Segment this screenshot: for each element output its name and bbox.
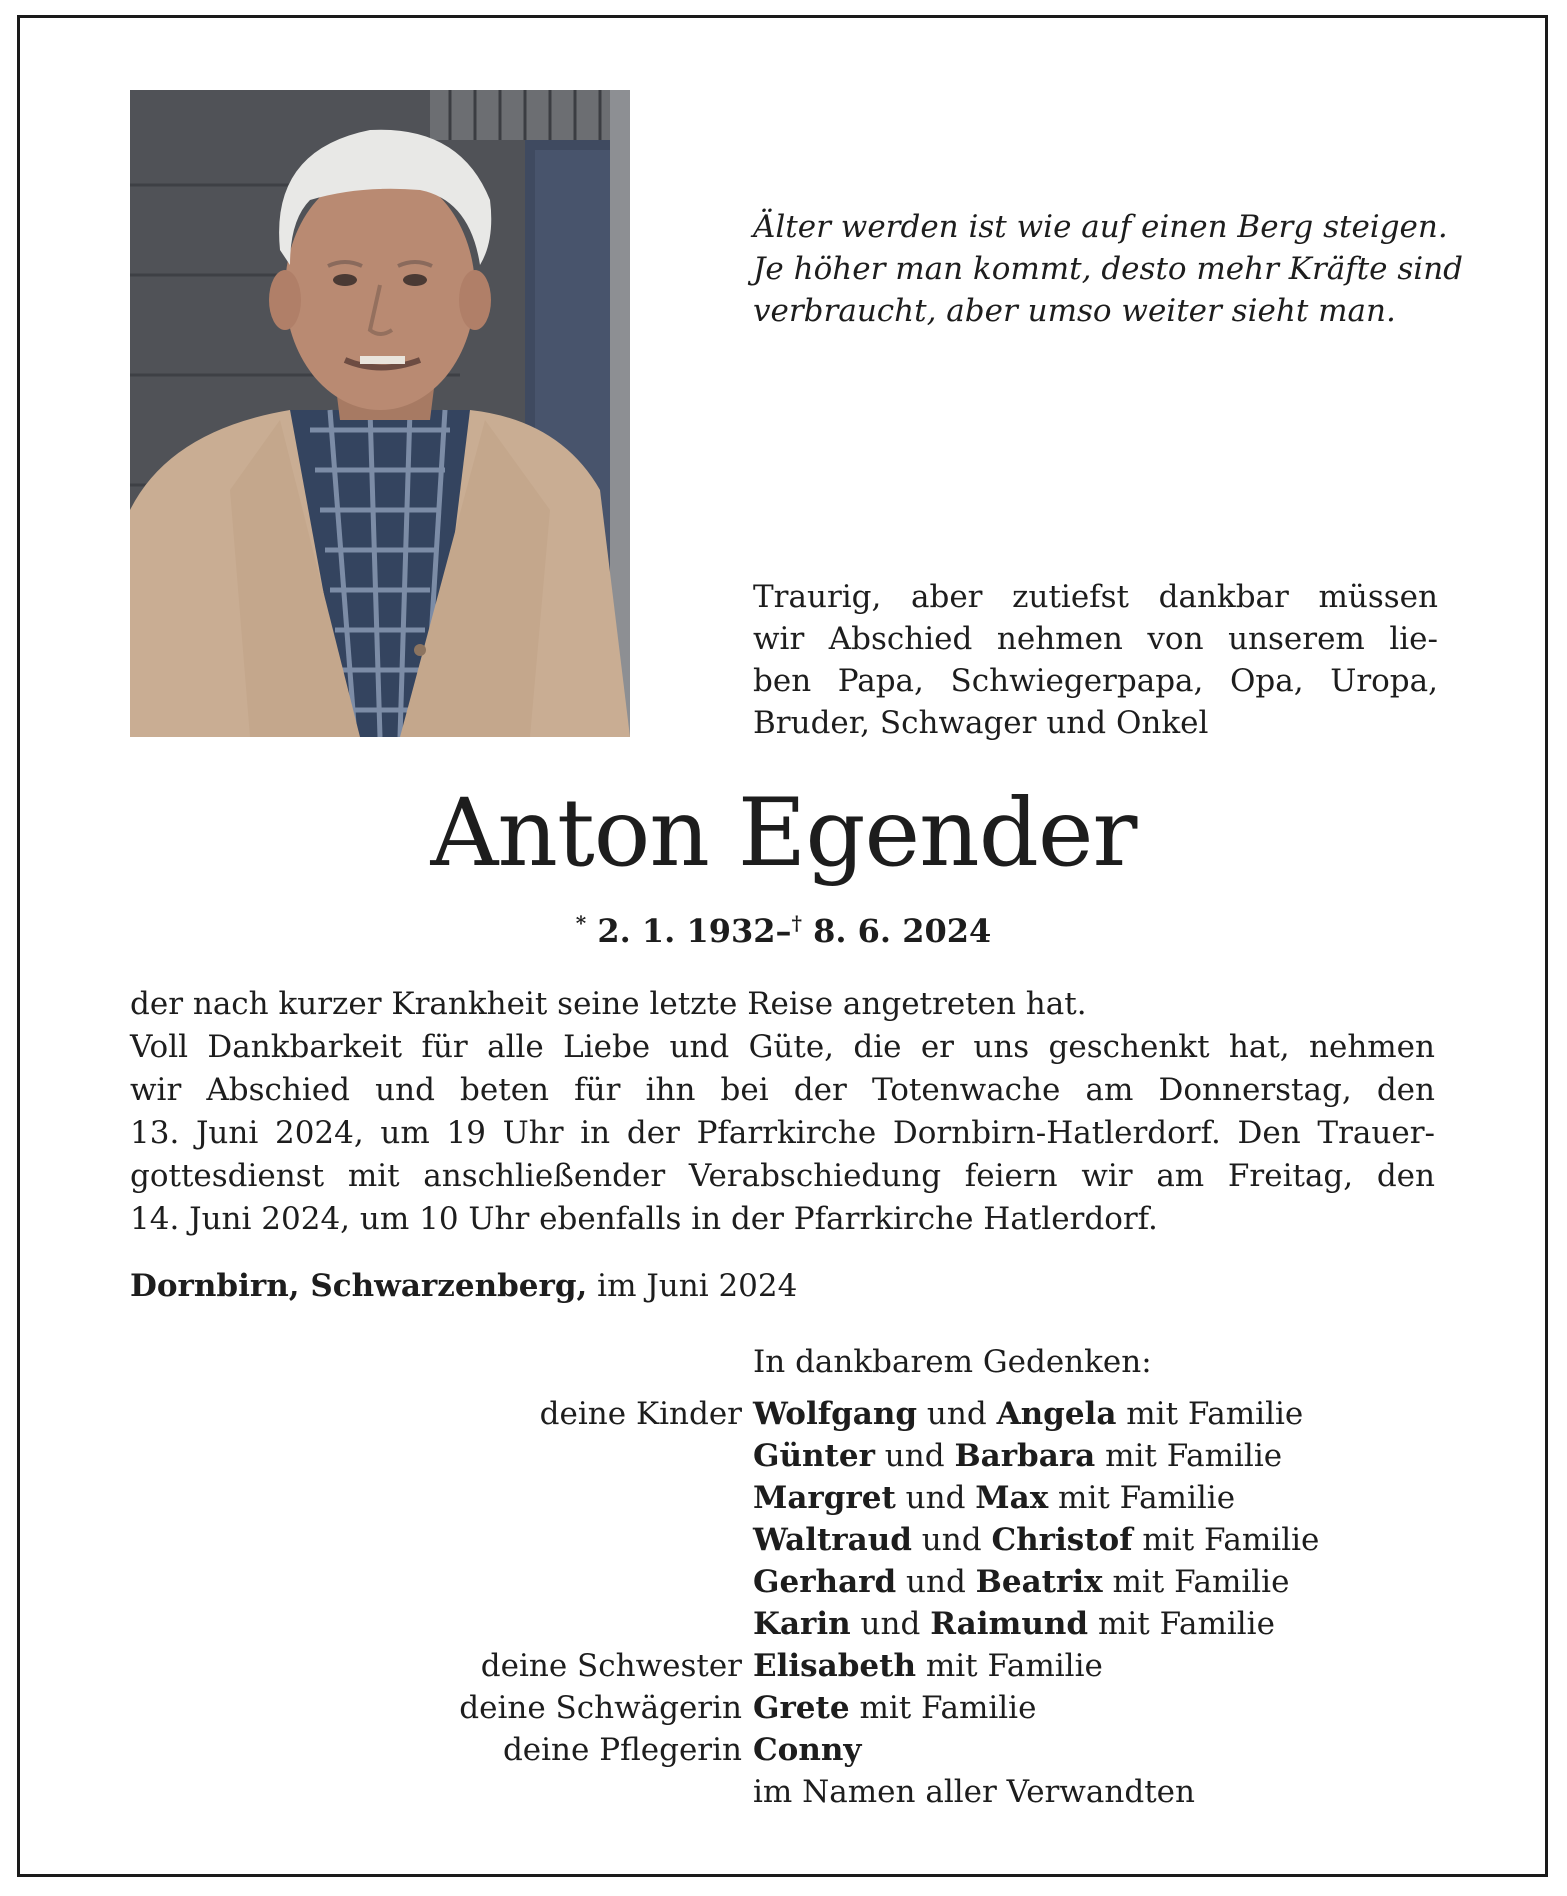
quote-line: Älter werden ist wie auf einen Berg steigen. xyxy=(753,209,1448,245)
death-symbol: † xyxy=(791,911,802,935)
body-line: der nach kurzer Krankheit seine letzte Reise angetreten hat. xyxy=(130,986,1087,1022)
family-name: Elisabeth xyxy=(753,1648,916,1684)
family-row xyxy=(0,1393,1567,1435)
family-members xyxy=(753,1771,1195,1813)
family-relation: deine Kinder xyxy=(539,1396,742,1432)
death-date: 8. 6. 2024 xyxy=(813,912,992,950)
family-members xyxy=(753,1561,1289,1603)
family-suffix: mit Familie xyxy=(1058,1480,1236,1516)
intro-paragraph xyxy=(753,576,1438,744)
place-date xyxy=(130,1265,797,1307)
family-row xyxy=(0,1771,1567,1813)
family-row xyxy=(0,1477,1567,1519)
announcement-body xyxy=(130,983,1435,1241)
family-name: Margret xyxy=(753,1480,896,1516)
family-conj: und xyxy=(860,1606,921,1642)
portrait-photo xyxy=(130,90,630,737)
body-line: wir Abschied und beten für ihn bei der Totenwache am Donnerstag, den xyxy=(130,1072,1435,1108)
family-suffix: mit Familie xyxy=(925,1648,1103,1684)
family-suffix: mit Familie xyxy=(1097,1606,1275,1642)
body-line: gottesdienst mit anschließender Verabschiedung feiern wir am Freitag, den xyxy=(130,1158,1435,1194)
family-conj: und xyxy=(921,1522,982,1558)
place-locations: Dornbirn, Schwarzenberg, xyxy=(130,1268,588,1304)
family-row xyxy=(0,1435,1567,1477)
family-name: Barbara xyxy=(954,1438,1096,1474)
date-separator: – xyxy=(775,912,792,950)
family-suffix: mit Familie xyxy=(1126,1396,1304,1432)
deceased-name: Anton Egender xyxy=(430,779,1137,888)
family-row xyxy=(0,1645,1567,1687)
family-row xyxy=(0,1687,1567,1729)
intro-line: wir Abschied nehmen von unserem lie- xyxy=(753,621,1438,657)
family-name: Gerhard xyxy=(753,1564,897,1600)
family-suffix: im Namen aller Verwandten xyxy=(753,1774,1195,1810)
family-members xyxy=(753,1477,1235,1519)
family-suffix: mit Familie xyxy=(859,1690,1037,1726)
family-members xyxy=(753,1435,1282,1477)
place-month: im Juni 2024 xyxy=(597,1268,798,1304)
body-line: Voll Dankbarkeit für alle Liebe und Güte, die er uns geschenkt hat, nehmen xyxy=(130,1029,1435,1065)
family-name: Christof xyxy=(991,1522,1133,1558)
remembrance-heading: In dankbarem Gedenken: xyxy=(753,1344,1152,1380)
family-row xyxy=(0,1561,1567,1603)
family-members xyxy=(753,1603,1275,1645)
family-name: Wolfgang xyxy=(753,1396,918,1432)
family-name: Max xyxy=(975,1480,1049,1516)
family-relation: deine Schwester xyxy=(480,1648,742,1684)
family-name: Günter xyxy=(753,1438,875,1474)
body-line: 13. Juni 2024, um 19 Uhr in der Pfarrkirche Dornbirn-Hatlerdorf. Den Trauer- xyxy=(130,1115,1435,1151)
family-name: Angela xyxy=(996,1396,1117,1432)
quote xyxy=(753,206,1513,332)
family-conj: und xyxy=(905,1480,966,1516)
family-name: Raimund xyxy=(930,1606,1089,1642)
birth-date: 2. 1. 1932 xyxy=(597,912,776,950)
life-dates xyxy=(0,903,1567,951)
family-suffix: mit Familie xyxy=(1112,1564,1290,1600)
family-conj: und xyxy=(884,1438,945,1474)
family-conj: und xyxy=(926,1396,987,1432)
family-relation: deine Pflegerin xyxy=(502,1732,742,1768)
family-name: Waltraud xyxy=(753,1522,912,1558)
family-relation: deine Schwägerin xyxy=(459,1690,742,1726)
family-members xyxy=(753,1645,1103,1687)
family-name: Conny xyxy=(753,1732,862,1768)
intro-line: ben Papa, Schwiegerpapa, Opa, Uropa, xyxy=(753,663,1438,699)
family-members xyxy=(753,1393,1303,1435)
intro-line: Traurig, aber zutiefst dankbar müssen xyxy=(753,579,1438,615)
family-row xyxy=(0,1519,1567,1561)
family-name: Beatrix xyxy=(975,1564,1103,1600)
portrait-illustration xyxy=(130,90,630,737)
family-members xyxy=(753,1519,1319,1561)
family-members xyxy=(753,1687,1036,1729)
family-name: Karin xyxy=(753,1606,851,1642)
quote-line: Je höher man kommt, desto mehr Kräfte sind xyxy=(753,251,1464,287)
body-line: 14. Juni 2024, um 10 Uhr ebenfalls in der Pfarrkirche Hatlerdorf. xyxy=(130,1201,1158,1237)
family-row xyxy=(0,1729,1567,1771)
family-suffix: mit Familie xyxy=(1105,1438,1283,1474)
intro-line: Bruder, Schwager und Onkel xyxy=(753,705,1209,741)
family-suffix: mit Familie xyxy=(1142,1522,1320,1558)
family-row xyxy=(0,1603,1567,1645)
family-conj: und xyxy=(906,1564,966,1600)
family-members xyxy=(753,1729,861,1771)
quote-line: verbraucht, aber umso weiter sieht man. xyxy=(753,293,1396,329)
birth-symbol: * xyxy=(575,911,587,935)
family-name: Grete xyxy=(753,1690,850,1726)
